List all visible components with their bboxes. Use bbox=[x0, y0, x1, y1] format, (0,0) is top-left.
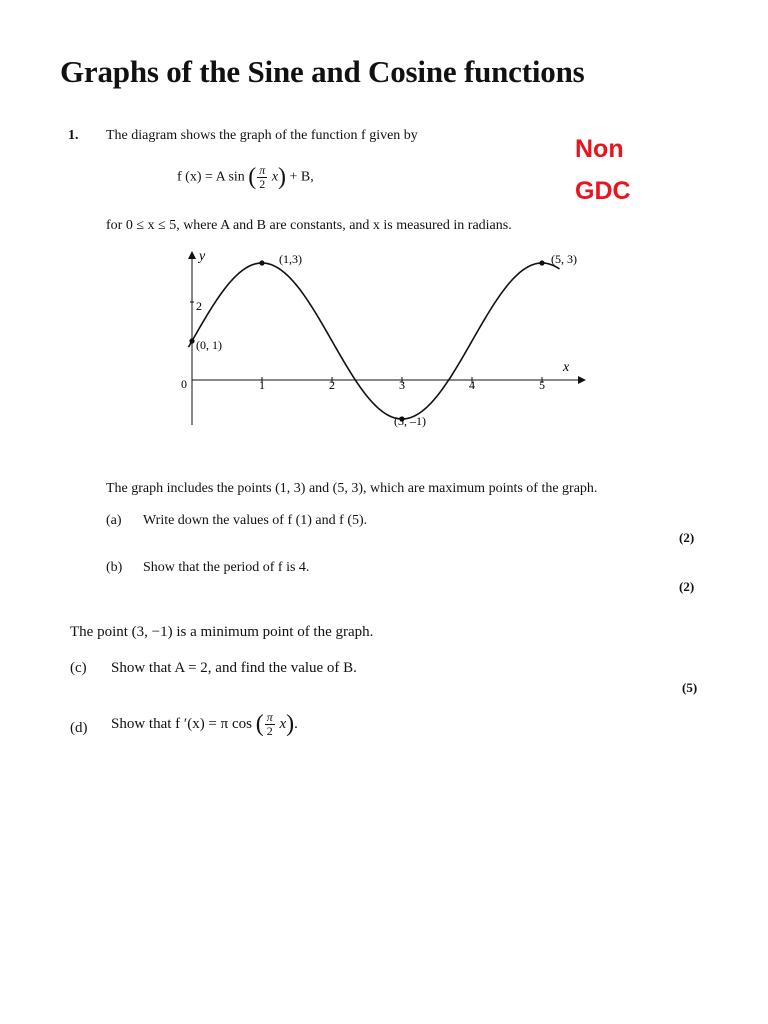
part-d-label: (d) bbox=[70, 720, 88, 736]
question-number: 1. bbox=[68, 128, 79, 143]
fraction-denominator: 2 bbox=[259, 177, 266, 191]
function-formula bbox=[177, 164, 314, 191]
formula-x: x bbox=[271, 169, 279, 185]
x-axis-arrow-icon bbox=[578, 376, 586, 384]
fraction-numerator: π bbox=[259, 163, 266, 177]
x-axis-label: x bbox=[563, 360, 570, 375]
minimum-statement: The point (3, −1) is a minimum point of the graph. bbox=[70, 624, 374, 640]
part-c-text: Show that A = 2, and find the value of B. bbox=[111, 660, 357, 676]
y-tick-label: 2 bbox=[196, 299, 202, 313]
y-axis-arrow-icon bbox=[188, 251, 196, 259]
part-a-marks: (2) bbox=[679, 530, 695, 545]
part-c-marks: (5) bbox=[682, 680, 698, 695]
marked-point bbox=[189, 338, 194, 343]
sine-curve bbox=[189, 263, 560, 419]
formula-lhs: f (x) = A sin bbox=[177, 169, 245, 185]
x-tick-label: 3 bbox=[399, 378, 405, 392]
question-intro: The diagram shows the graph of the function f given by bbox=[106, 128, 418, 143]
fraction-denominator: 2 bbox=[266, 724, 273, 738]
x-tick-label: 4 bbox=[469, 378, 475, 392]
marked-point bbox=[539, 260, 544, 265]
point-label-0-1: (0, 1) bbox=[196, 338, 222, 352]
point-label-1-3: (1,3) bbox=[279, 252, 302, 266]
pi-over-2-fraction bbox=[265, 711, 275, 738]
origin-label: 0 bbox=[181, 377, 187, 391]
sine-graph bbox=[180, 245, 600, 435]
non-gdc-stamp-line2: GDC bbox=[575, 177, 631, 205]
formula-rhs: + B, bbox=[289, 169, 314, 185]
point-label-3-minus1: (3, –1) bbox=[394, 414, 426, 428]
part-a-text: Write down the values of f (1) and f (5). bbox=[143, 513, 368, 528]
x-tick-label: 5 bbox=[539, 378, 545, 392]
page-title: Graphs of the Sine and Cosine functions bbox=[60, 54, 585, 89]
left-paren-icon: ( bbox=[255, 711, 264, 737]
points-statement: The graph includes the points (1, 3) and (5, 3), which are maximum points of the graph. bbox=[106, 481, 598, 496]
part-d-tail: . bbox=[294, 715, 298, 732]
part-b-text: Show that the period of f is 4. bbox=[143, 560, 310, 575]
y-axis-label: y bbox=[199, 249, 206, 264]
part-d-text: Show that f ′(x) = π cos bbox=[111, 715, 252, 732]
pi-over-2-fraction bbox=[257, 164, 267, 191]
part-a-label: (a) bbox=[106, 513, 122, 528]
part-b-marks: (2) bbox=[679, 579, 695, 594]
fraction-numerator: π bbox=[266, 710, 273, 724]
right-paren-icon: ) bbox=[286, 711, 295, 737]
left-paren-icon: ( bbox=[248, 164, 257, 190]
part-b-label: (b) bbox=[106, 560, 123, 575]
part-d-formula bbox=[111, 711, 298, 738]
x-tick-label: 1 bbox=[259, 378, 265, 392]
point-label-5-3: (5, 3) bbox=[551, 252, 577, 266]
right-paren-icon: ) bbox=[278, 164, 287, 190]
non-gdc-stamp-line1: Non bbox=[575, 135, 624, 163]
domain-statement: for 0 ≤ x ≤ 5, where A and B are constants, and x is measured in radians. bbox=[106, 218, 512, 233]
part-c-label: (c) bbox=[70, 660, 87, 676]
formula-x: x bbox=[279, 715, 287, 732]
marked-point bbox=[259, 260, 264, 265]
x-tick-label: 2 bbox=[329, 378, 335, 392]
